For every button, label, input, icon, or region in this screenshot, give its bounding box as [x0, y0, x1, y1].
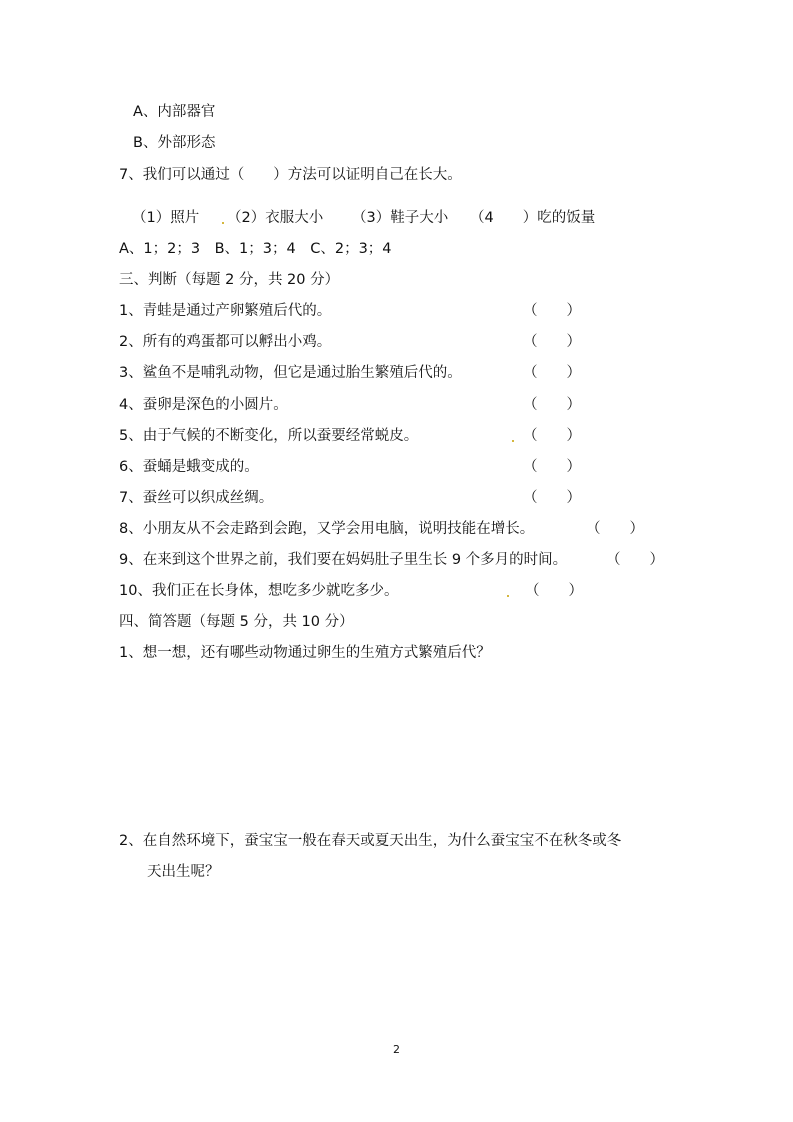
- judge-item-4: 4、蚕卵是深色的小圆片。: [119, 397, 288, 413]
- judge-item-7: 7、蚕丝可以织成丝绸。: [119, 490, 274, 506]
- judge-item-5: 5、由于气候的不断变化，所以蚕要经常蜕皮。: [119, 428, 419, 444]
- answer-paren-4: （ ）: [523, 397, 581, 413]
- stray-mark: [507, 595, 509, 597]
- short-answer-q2-line1: 2、在自然环境下，蚕宝宝一般在春天或夏天出生，为什么蚕宝宝不在秋冬或冬: [119, 833, 622, 849]
- answer-paren-6: （ ）: [523, 459, 581, 475]
- q6-option-b: B、外部形态: [133, 135, 216, 151]
- q7-item-1: （1）照片: [132, 210, 200, 226]
- answer-paren-7: （ ）: [523, 490, 581, 506]
- judge-item-3: 3、鲨鱼不是哺乳动物，但它是通过胎生繁殖后代的。: [119, 365, 462, 381]
- judge-item-2: 2、所有的鸡蛋都可以孵出小鸡。: [119, 334, 332, 350]
- section3-heading: 三、判断（每题 2 分，共 20 分）: [119, 272, 340, 288]
- answer-paren-10: （ ）: [525, 583, 583, 599]
- page-number: 2: [393, 1043, 400, 1056]
- judge-item-6: 6、蚕蛹是蛾变成的。: [119, 459, 259, 475]
- answer-paren-9: （ ）: [606, 552, 664, 568]
- stray-mark: [222, 222, 224, 224]
- answer-paren-2: （ ）: [523, 334, 581, 350]
- answer-paren-3: （ ）: [523, 365, 581, 381]
- q7-choices: A、1；2；3 B、1；3；4 C、2；3；4: [119, 241, 392, 257]
- q7-item-4: （4 ）吃的饭量: [470, 210, 596, 226]
- short-answer-q2-line2: 天出生呢？: [147, 864, 220, 880]
- answer-paren-1: （ ）: [523, 303, 581, 319]
- judge-item-8: 8、小朋友从不会走路到会跑，又学会用电脑，说明技能在增长。: [119, 521, 535, 537]
- judge-item-1: 1、青蛙是通过产卵繁殖后代的。: [119, 303, 332, 319]
- q7-item-3: （3）鞋子大小: [352, 210, 449, 226]
- short-answer-q1: 1、想一想，还有哪些动物通过卵生的生殖方式繁殖后代？: [119, 645, 491, 661]
- section4-heading: 四、简答题（每题 5 分，共 10 分）: [119, 614, 354, 630]
- answer-paren-5: （ ）: [523, 428, 581, 444]
- judge-item-9: 9、在来到这个世界之前，我们要在妈妈肚子里生长 9 个多月的时间。: [119, 552, 568, 568]
- stray-mark: [512, 440, 514, 442]
- q6-option-a: A、内部器官: [133, 104, 216, 120]
- q7-stem: 7、我们可以通过（ ）方法可以证明自己在长大。: [119, 167, 462, 183]
- judge-item-10: 10、我们正在长身体，想吃多少就吃多少。: [119, 583, 399, 599]
- answer-paren-8: （ ）: [586, 521, 644, 537]
- q7-item-2: （2）衣服大小: [227, 210, 324, 226]
